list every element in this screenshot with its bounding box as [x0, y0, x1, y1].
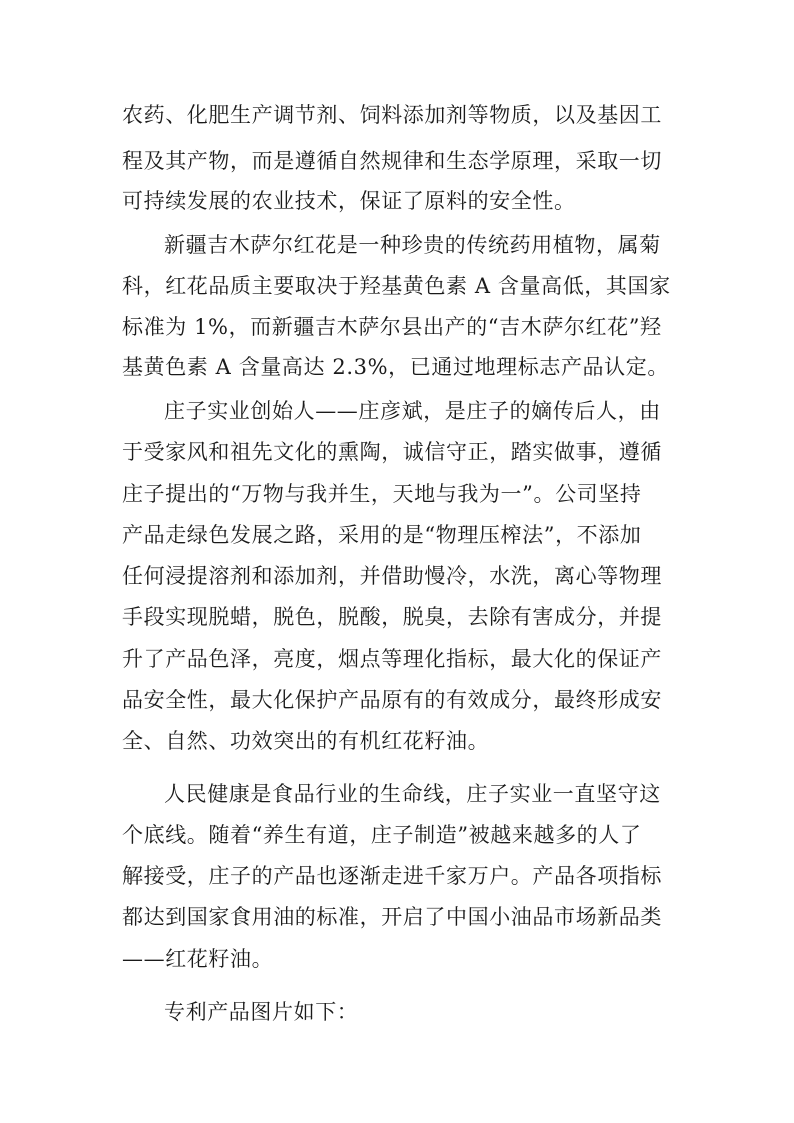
- paragraph-3-line-4: 产品走绿色发展之路，采用的是“物理压榨法”，不添加: [122, 523, 642, 547]
- paragraph-1-line-1: 农药、化肥生产调节剂、饲料添加剂等物质，以及基因工: [122, 103, 662, 127]
- paragraph-2-line-1: 新疆吉木萨尔红花是一种珍贵的传统药用植物，属菊: [164, 233, 661, 257]
- paragraph-5-line-1: 专利产品图片如下：: [164, 1000, 359, 1024]
- paragraph-4-line-1: 人民健康是食品行业的生命线，庄子实业一直坚守这: [164, 782, 661, 806]
- paragraph-4-line-2: 个底线。随着“养生有道，庄子制造”被越来越多的人了: [122, 823, 642, 847]
- paragraph-3-line-2: 于受家风和祖先文化的熏陶，诚信守正，踏实做事，遵循: [122, 440, 662, 464]
- paragraph-2-line-3: 标准为 1%，而新疆吉木萨尔县出产的“吉木萨尔红花”羟: [122, 315, 662, 339]
- paragraph-4-line-5: ——红花籽油。: [122, 947, 274, 971]
- paragraph-3-line-9: 全、自然、功效突出的有机红花籽油。: [122, 729, 490, 753]
- paragraph-1-line-3: 可持续发展的农业技术，保证了原料的安全性。: [122, 189, 576, 213]
- paragraph-2-line-2: 科，红花品质主要取决于羟基黄色素 A 含量高低，其国家: [122, 274, 671, 298]
- paragraph-3-line-5: 任何浸提溶剂和添加剂，并借助慢冷，水洗，离心等物理: [122, 564, 662, 588]
- paragraph-3-line-7: 升了产品色泽，亮度，烟点等理化指标，最大化的保证产: [122, 647, 662, 671]
- paragraph-3-line-6: 手段实现脱蜡，脱色，脱酸，脱臭，去除有害成分，并提: [122, 605, 662, 629]
- paragraph-4-line-3: 解接受，庄子的产品也逐渐走进千家万户。产品各项指标: [122, 864, 662, 888]
- paragraph-3-line-8: 品安全性，最大化保护产品原有的有效成分，最终形成安: [122, 688, 662, 712]
- paragraph-4-line-4: 都达到国家食用油的标准，开启了中国小油品市场新品类: [122, 905, 662, 929]
- paragraph-3-line-3: 庄子提出的“万物与我并生，天地与我为一”。公司坚持: [122, 482, 642, 506]
- paragraph-2-line-4: 基黄色素 A 含量高达 2.3%，已通过地理标志产品认定。: [122, 355, 669, 379]
- paragraph-1-line-2: 程及其产物，而是遵循自然规律和生态学原理，采取一切: [122, 149, 662, 173]
- paragraph-3-line-1: 庄子实业创始人——庄彦斌，是庄子的嫡传后人，由: [164, 399, 661, 423]
